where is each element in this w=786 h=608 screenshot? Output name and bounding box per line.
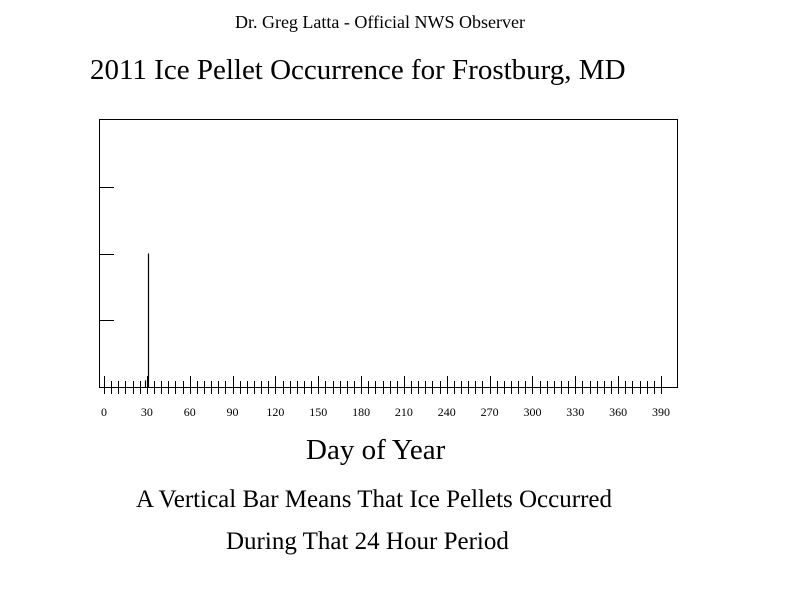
x-tick-label: 90 xyxy=(226,405,239,419)
x-tick-label: 330 xyxy=(566,405,585,419)
x-tick-label: 390 xyxy=(652,405,670,419)
data-bars xyxy=(146,254,149,388)
x-tick-label: 300 xyxy=(523,405,542,419)
x-axis-ticks xyxy=(100,376,677,394)
x-tick-label: 360 xyxy=(609,405,628,419)
x-tick-label: 150 xyxy=(309,405,328,419)
x-tick-label: 30 xyxy=(140,405,153,419)
x-tick-label: 60 xyxy=(183,405,196,419)
x-axis-tick-labels xyxy=(101,405,670,419)
x-tick-label: 0 xyxy=(101,405,107,419)
observer-credit: Dr. Greg Latta - Official NWS Observer xyxy=(234,12,526,32)
x-axis-label: Day of Year xyxy=(306,434,446,466)
caption-line-1: A Vertical Bar Means That Ice Pellets Occurred xyxy=(136,486,612,513)
x-tick-label: 210 xyxy=(394,405,413,419)
plot-frame xyxy=(100,120,678,388)
x-tick-label: 270 xyxy=(480,405,499,419)
x-tick-label: 240 xyxy=(437,405,456,419)
caption-line-2: During That 24 Hour Period xyxy=(226,528,509,555)
x-tick-label: 120 xyxy=(266,405,285,419)
x-tick-label: 180 xyxy=(352,405,371,419)
y-axis-ticks xyxy=(100,188,114,321)
chart-title: 2011 Ice Pellet Occurrence for Frostburg, MD xyxy=(90,54,626,86)
